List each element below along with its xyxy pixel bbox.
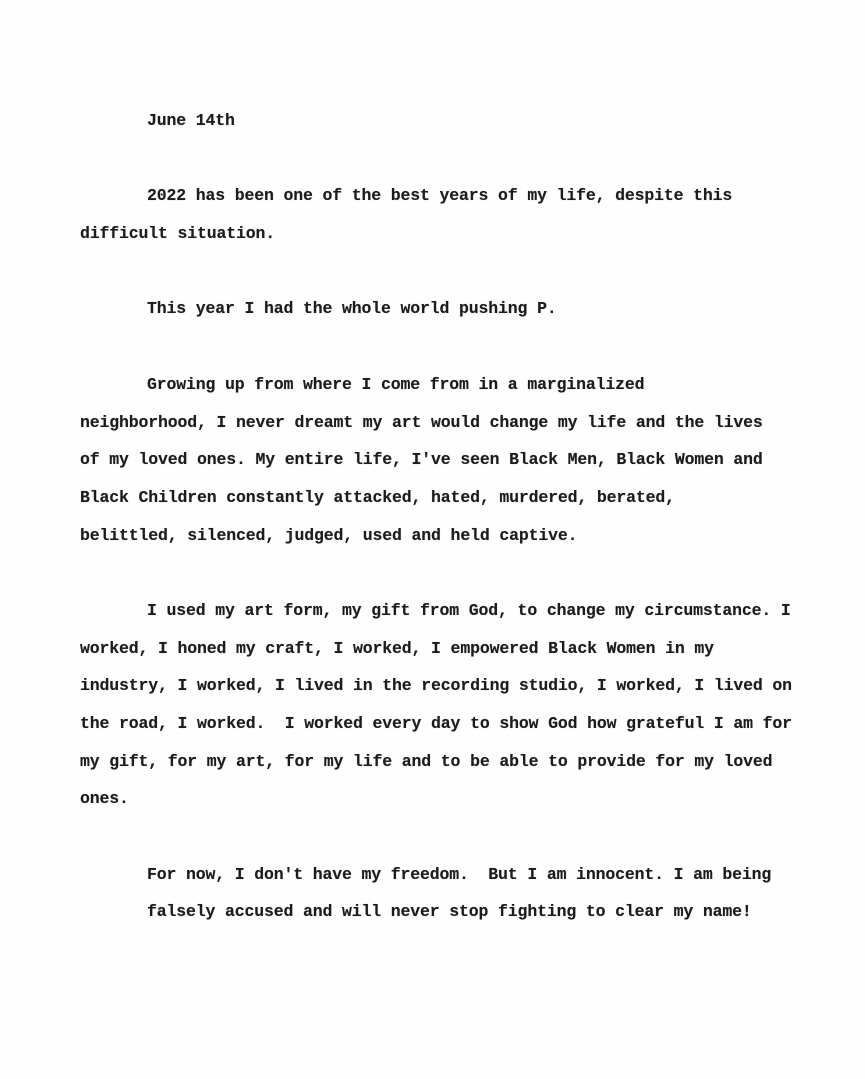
letter-date: June 14th: [147, 111, 235, 130]
paragraph-line: industry, I worked, I lived in the recording studio, I worked, I lived on: [80, 676, 792, 696]
paragraph-line: belittled, silenced, judged, used and held captive.: [80, 525, 578, 545]
paragraph-3: [80, 366, 790, 554]
paragraph-line: worked, I honed my craft, I worked, I empowered Black Women in my: [80, 638, 714, 658]
paragraph-line: neighborhood, I never dreamt my art would change my life and the lives: [80, 412, 763, 432]
paragraph-line: This year I had the whole world pushing P.: [147, 299, 557, 319]
paragraph-1: [80, 177, 790, 252]
paragraph-line: falsely accused and will never stop fighting to clear my name!: [147, 902, 752, 922]
paragraph-4: [80, 592, 790, 818]
paragraph-2: [80, 290, 790, 328]
paragraph-gap: [80, 818, 790, 856]
paragraph-gap: [80, 253, 790, 291]
paragraph-line: Growing up from where I come from in a marginalized: [147, 374, 645, 394]
paragraph-gap: [80, 140, 790, 178]
paragraph-line: For now, I don't have my freedom. But I am innocent. I am being: [147, 864, 772, 884]
paragraph-line: my gift, for my art, for my life and to be able to provide for my loved: [80, 751, 773, 771]
paragraph-5: [80, 856, 790, 931]
paragraph-line: difficult situation.: [80, 224, 276, 244]
paragraph-line: I used my art form, my gift from God, to change my circumstance. I: [147, 600, 791, 620]
paragraph-gap: [80, 554, 790, 592]
letter-body: [80, 102, 790, 931]
paragraph-gap: [80, 328, 790, 366]
paragraph-line: the road, I worked. I worked every day to show God how grateful I am for: [80, 714, 792, 733]
paragraph-line: ones.: [80, 789, 129, 809]
paragraph-line: 2022 has been one of the best years of my life, despite this: [147, 186, 733, 206]
paragraph-line: of my loved ones. My entire life, I've seen Black Men, Black Women and: [80, 450, 763, 470]
paragraph-line: Black Children constantly attacked, hated, murdered, berated,: [80, 487, 675, 507]
